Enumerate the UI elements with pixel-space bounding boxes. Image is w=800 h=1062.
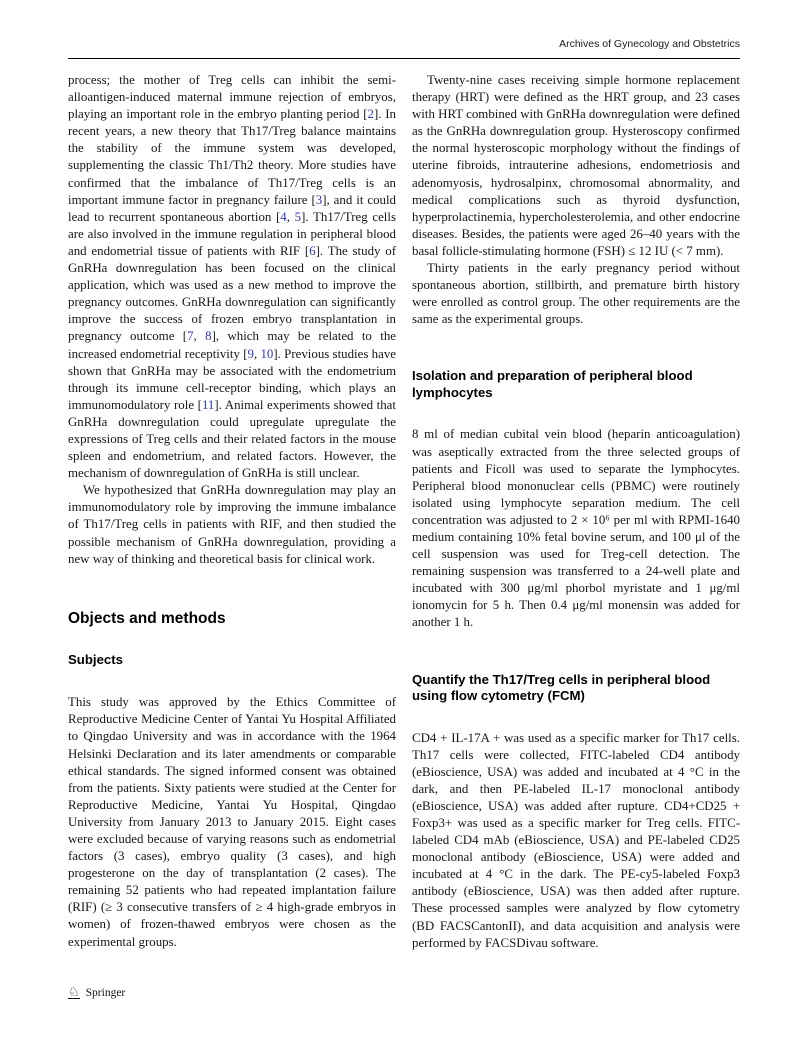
citation-link[interactable]: 9 [247,346,254,361]
citation-link[interactable]: 10 [260,346,274,361]
citation-link[interactable]: 4 [280,209,287,224]
publisher-name: Springer [85,987,126,999]
two-column-body [68,72,740,952]
citation-link[interactable]: 7 [187,329,194,344]
running-head-journal-title: Archives of Gynecology and Obstetrics [559,38,740,50]
control-group-paragraph: Thirty patients in the early pregnancy period without spontaneous abortion, stillbirth, and premature birth history were enrolled as control group. The other requirements are the same as the experimental groups. [412,261,740,327]
subsection-heading-isolation: Isolation and preparation of peripheral blood lymphocytes [412,368,693,400]
hypothesis-paragraph: We hypothesized that GnRHa downregulation may play an immunomodulatory role by improving the immune imbalance of Th17/Treg cells in patients with RIF, and then studied the possible mechanism of GnRHa downregulation, providing a new way of thinking and theoretical basis for clinical work. [68,483,396,566]
citation-link[interactable]: 8 [205,329,212,344]
citation-link[interactable]: 6 [309,243,316,258]
quantify-paragraph: CD4 + IL-17A + was used as a specific marker for Th17 cells. Th17 cells were collected, FITC-labeled CD4 antibody (eBioscience, USA) was added and incubated at 4 °C in the dark, and then PE-labeled IL-17 monoclonal antibody (eBioscience, USA) was added after rupture. CD4+CD25 + Foxp3+ was used as a specific marker for Treg cells. FITC-labeled CD4 mAb (eBioscience, USA) and PE-labeled CD25 monoclonal antibody (eBioscience, USA) were added and incubated at 4 °C in the dark. The PE-cy5-labeled Foxp3 antibody (eBioscience, USA) was then added after rupture. These processed samples were analyzed by flow cytometry (BD FACSCantonII), and data acquisition and analysis were performed by FACSDivau software. [412,730,740,950]
right-column [412,72,740,952]
hrt-groups-paragraph: Twenty-nine cases receiving simple hormone replacement therapy (HRT) were defined as the HRT group, and 23 cases with HRT combined with GnRHa downregulation were defined as the GnRHa downregulation group. Hysteroscopy confirmed the normal hysteroscopic morphology without the findings of uterine fibroids, intrauterine adhesions, endometriosis and adenomyosis, hydrosalpinx, chromosomal abnormality, and medical complications such as thyroid dysfunction, hyperprolactinemia, hypercholesterolemia, and other endocrine diseases. Besides, the patients were aged 26–40 years with the basal follicle-stimulating hormone (FSH) ≤ 12 IU (< 7 mm). [412,73,740,258]
section-heading-objects-and-methods: Objects and methods [68,609,226,627]
subsection-heading-subjects: Subjects [68,651,123,667]
citation-link[interactable]: 5 [294,209,302,224]
springer-horse-logo-icon: ♘ [68,984,80,999]
publisher-footer [68,986,125,1000]
intro-paragraph: process; the mother of Treg cells can inhibit the semi-alloantigen-induced maternal immune rejection of embryos, playing an important role in the embryo planting period [2]. In recent years, a new theory that Th17/Treg balance maintains the stability of the immune system was developed, supplementing the classic Th1/Th2 theory. More studies have confirmed that the imbalance of Th17/Treg cells is an important immune factor in pregnancy failure [3], and it could lead to recurrent spontaneous abortion [4, 5]. Th17/Treg cells are also involved in the immune regulation in peripheral blood and endometrial tissue of patients with RIF [6]. The study of GnRHa downregulation has been focused on the clinical application, which was used as a new method to improve the pregnancy outcomes. GnRHa downregulation can significantly improve the success of frozen embryo transplantation in pregnancy outcome [7, 8], which may be related to the increased endometrial receptivity [9, 10]. Previous studies have shown that GnRHa may be associated with the endometrium through its immune cell-receptor binding, which plays an immunomodulatory role [11]. Animal experiments showed that GnRHa downregulation could upregulate upregulate the expressions of Treg cells and their related factors in the mouse spleen and endometrium, and related factors. However, the mechanism of downregulation of GnRHa is still unclear. [68,73,396,481]
subsection-heading-quantify: Quantify the Th17/Treg cells in peripheral blood using flow cytometry (FCM) [412,671,711,704]
header-rule [68,58,740,59]
isolation-paragraph: 8 ml of median cubital vein blood (heparin anticoagulation) was aseptically extracted from the three selected groups of patients and Ficoll was used to separate the lymphocytes. Peripheral blood mononuclear cells (PBMC) were routinely isolated using lymphocyte separation medium. The cell concentration was adjusted to 2 × 10⁶ per ml with RPMI-1640 medium containing 10% fetal bovine serum, and 100 μl of the cell suspension was used for Treg-cell detection. The remaining suspension was transferred to a 24-well plate and incubated with 300 μg/ml phorbol myristate and 1 μg/ml ionomycin for 5 h. Then 0.4 μg/ml monensin was added for another 1 h. [412,427,740,630]
citation-link[interactable]: 2 [367,107,374,122]
subjects-paragraph: This study was approved by the Ethics Committee of Reproductive Medicine Center of Yantai Yu Hospital Affiliated to Qingdao University and was in accordance with the 1964 Helsinki Declaration and its later amendments or comparable ethical standards. The signed informed consent was obtained from the patients. Sixty patients were studied at the Center for Reproductive Medicine, Yantai Yu Hospital, Qingdao University from January 2013 to January 2015. Eight cases were excluded because of varying reasons such as endometrial factors (3 cases), embryo quality (3 cases), and high progesterone on the day of transplantation (2 cases). The remaining 52 patients who had repeated implantation failure (RIF) (≥ 3 consecutive transfers of ≥ 4 high-grade embryos in women) of frozen-thawed embryos were chosen as the experimental groups. [68,695,396,949]
citation-link[interactable]: 11 [201,397,215,412]
left-column [68,72,396,952]
citation-link[interactable]: 3 [315,192,323,207]
